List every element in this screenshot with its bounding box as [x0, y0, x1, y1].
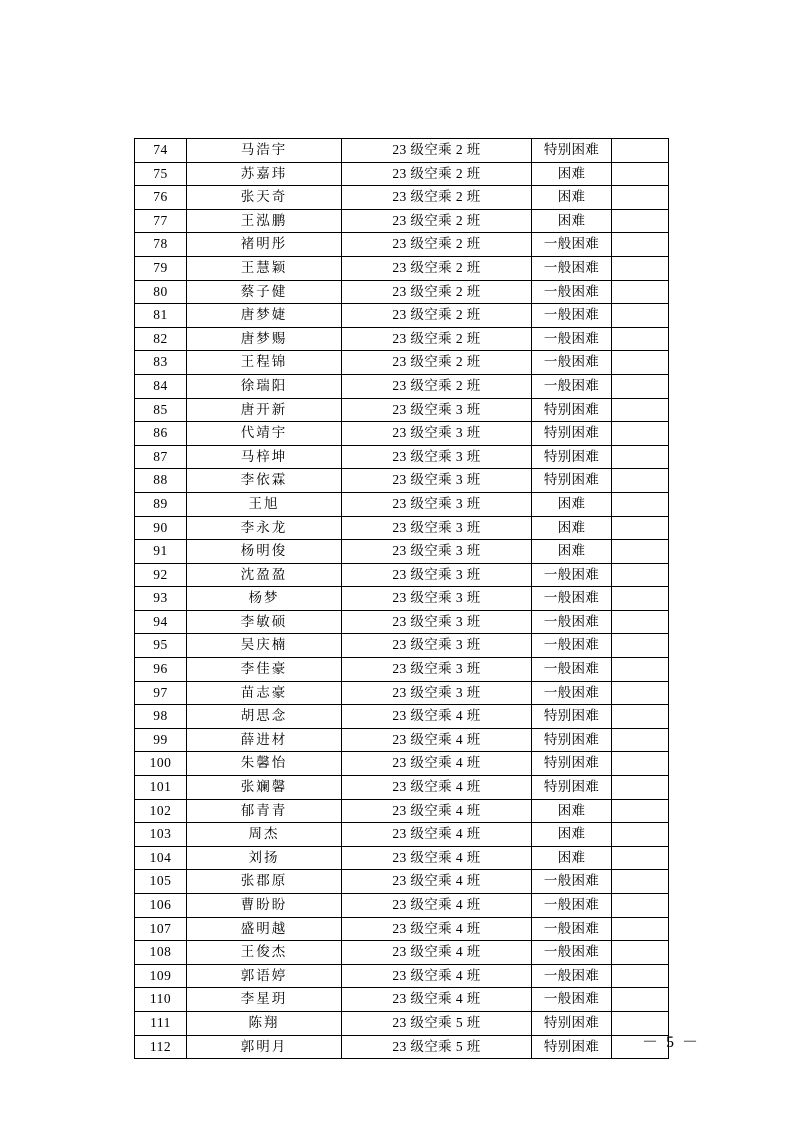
cell-remark	[612, 705, 669, 729]
cell-student-name: 曹盼盼	[187, 894, 342, 918]
cell-serial-number: 89	[135, 492, 187, 516]
cell-student-name: 褚明彤	[187, 233, 342, 257]
cell-class: 23 级空乘 3 班	[342, 610, 532, 634]
table-row	[135, 964, 669, 988]
cell-serial-number: 79	[135, 256, 187, 280]
cell-remark	[612, 917, 669, 941]
table-row	[135, 681, 669, 705]
cell-remark	[612, 988, 669, 1012]
cell-serial-number: 82	[135, 327, 187, 351]
cell-serial-number: 103	[135, 823, 187, 847]
cell-serial-number: 81	[135, 304, 187, 328]
table-row	[135, 941, 669, 965]
cell-difficulty-level: 特别困难	[532, 1011, 612, 1035]
cell-class: 23 级空乘 2 班	[342, 186, 532, 210]
cell-class: 23 级空乘 4 班	[342, 917, 532, 941]
cell-remark	[612, 870, 669, 894]
cell-student-name: 徐瑞阳	[187, 374, 342, 398]
cell-serial-number: 86	[135, 422, 187, 446]
cell-remark	[612, 327, 669, 351]
cell-remark	[612, 162, 669, 186]
cell-student-name: 李永龙	[187, 516, 342, 540]
cell-student-name: 代靖宇	[187, 422, 342, 446]
cell-serial-number: 108	[135, 941, 187, 965]
table-row	[135, 327, 669, 351]
cell-difficulty-level: 困难	[532, 516, 612, 540]
cell-student-name: 李星玥	[187, 988, 342, 1012]
table-row	[135, 304, 669, 328]
cell-student-name: 郭明月	[187, 1035, 342, 1059]
cell-serial-number: 75	[135, 162, 187, 186]
cell-serial-number: 83	[135, 351, 187, 375]
cell-difficulty-level: 一般困难	[532, 870, 612, 894]
cell-difficulty-level: 特别困难	[532, 422, 612, 446]
cell-difficulty-level: 困难	[532, 209, 612, 233]
table-row	[135, 634, 669, 658]
cell-difficulty-level: 一般困难	[532, 304, 612, 328]
cell-student-name: 马梓坤	[187, 445, 342, 469]
cell-serial-number: 88	[135, 469, 187, 493]
cell-class: 23 级空乘 2 班	[342, 280, 532, 304]
cell-student-name: 王慧颖	[187, 256, 342, 280]
cell-remark	[612, 634, 669, 658]
table-row	[135, 280, 669, 304]
cell-class: 23 级空乘 2 班	[342, 327, 532, 351]
table-row	[135, 469, 669, 493]
cell-serial-number: 100	[135, 752, 187, 776]
cell-class: 23 级空乘 2 班	[342, 351, 532, 375]
cell-serial-number: 101	[135, 776, 187, 800]
cell-serial-number: 99	[135, 728, 187, 752]
cell-class: 23 级空乘 2 班	[342, 209, 532, 233]
cell-remark	[612, 398, 669, 422]
cell-student-name: 薛进材	[187, 728, 342, 752]
cell-remark	[612, 516, 669, 540]
cell-serial-number: 78	[135, 233, 187, 257]
cell-difficulty-level: 一般困难	[532, 327, 612, 351]
cell-class: 23 级空乘 4 班	[342, 799, 532, 823]
cell-remark	[612, 894, 669, 918]
cell-class: 23 级空乘 2 班	[342, 162, 532, 186]
cell-class: 23 级空乘 3 班	[342, 469, 532, 493]
cell-class: 23 级空乘 2 班	[342, 256, 532, 280]
cell-student-name: 李敏硕	[187, 610, 342, 634]
cell-class: 23 级空乘 3 班	[342, 516, 532, 540]
cell-difficulty-level: 一般困难	[532, 563, 612, 587]
cell-serial-number: 77	[135, 209, 187, 233]
cell-class: 23 级空乘 5 班	[342, 1035, 532, 1059]
cell-class: 23 级空乘 3 班	[342, 634, 532, 658]
cell-difficulty-level: 一般困难	[532, 634, 612, 658]
cell-student-name: 张斓馨	[187, 776, 342, 800]
cell-serial-number: 96	[135, 658, 187, 682]
table-row	[135, 162, 669, 186]
cell-remark	[612, 233, 669, 257]
table-row	[135, 776, 669, 800]
cell-difficulty-level: 一般困难	[532, 894, 612, 918]
cell-difficulty-level: 困难	[532, 823, 612, 847]
table-row	[135, 351, 669, 375]
cell-student-name: 吴庆楠	[187, 634, 342, 658]
table-row	[135, 658, 669, 682]
cell-serial-number: 104	[135, 846, 187, 870]
cell-class: 23 级空乘 4 班	[342, 728, 532, 752]
cell-difficulty-level: 特别困难	[532, 139, 612, 163]
cell-serial-number: 80	[135, 280, 187, 304]
cell-serial-number: 98	[135, 705, 187, 729]
table-row	[135, 256, 669, 280]
cell-remark	[612, 351, 669, 375]
cell-remark	[612, 799, 669, 823]
cell-difficulty-level: 困难	[532, 540, 612, 564]
cell-remark	[612, 964, 669, 988]
cell-difficulty-level: 一般困难	[532, 658, 612, 682]
cell-class: 23 级空乘 3 班	[342, 398, 532, 422]
table-row	[135, 186, 669, 210]
cell-remark	[612, 422, 669, 446]
page-number: － 5 －	[641, 1034, 700, 1051]
cell-class: 23 级空乘 4 班	[342, 752, 532, 776]
cell-serial-number: 107	[135, 917, 187, 941]
cell-serial-number: 76	[135, 186, 187, 210]
table-row	[135, 398, 669, 422]
roster-table-container	[134, 138, 668, 1059]
cell-student-name: 李佳豪	[187, 658, 342, 682]
cell-student-name: 郁青青	[187, 799, 342, 823]
cell-difficulty-level: 困难	[532, 846, 612, 870]
cell-student-name: 郭语婷	[187, 964, 342, 988]
cell-class: 23 级空乘 3 班	[342, 563, 532, 587]
table-row	[135, 422, 669, 446]
cell-difficulty-level: 特别困难	[532, 776, 612, 800]
cell-student-name: 王程锦	[187, 351, 342, 375]
cell-remark	[612, 256, 669, 280]
cell-student-name: 杨梦	[187, 587, 342, 611]
cell-serial-number: 87	[135, 445, 187, 469]
cell-remark	[612, 728, 669, 752]
table-row	[135, 233, 669, 257]
cell-student-name: 李依霖	[187, 469, 342, 493]
cell-serial-number: 97	[135, 681, 187, 705]
cell-serial-number: 102	[135, 799, 187, 823]
cell-serial-number: 91	[135, 540, 187, 564]
cell-student-name: 苏嘉玮	[187, 162, 342, 186]
table-row	[135, 540, 669, 564]
table-row	[135, 917, 669, 941]
cell-difficulty-level: 一般困难	[532, 964, 612, 988]
cell-student-name: 刘扬	[187, 846, 342, 870]
cell-remark	[612, 186, 669, 210]
cell-difficulty-level: 一般困难	[532, 681, 612, 705]
cell-difficulty-level: 特别困难	[532, 398, 612, 422]
cell-student-name: 杨明俊	[187, 540, 342, 564]
cell-difficulty-level: 困难	[532, 799, 612, 823]
cell-student-name: 张郡原	[187, 870, 342, 894]
table-row	[135, 988, 669, 1012]
cell-class: 23 级空乘 3 班	[342, 681, 532, 705]
cell-class: 23 级空乘 4 班	[342, 870, 532, 894]
table-row	[135, 374, 669, 398]
cell-class: 23 级空乘 5 班	[342, 1011, 532, 1035]
cell-remark	[612, 209, 669, 233]
cell-difficulty-level: 一般困难	[532, 587, 612, 611]
cell-difficulty-level: 一般困难	[532, 256, 612, 280]
cell-remark	[612, 752, 669, 776]
table-row	[135, 823, 669, 847]
table-row	[135, 445, 669, 469]
cell-class: 23 级空乘 3 班	[342, 658, 532, 682]
cell-remark	[612, 139, 669, 163]
cell-student-name: 唐梦婕	[187, 304, 342, 328]
cell-student-name: 唐梦赐	[187, 327, 342, 351]
cell-class: 23 级空乘 3 班	[342, 587, 532, 611]
cell-serial-number: 109	[135, 964, 187, 988]
cell-difficulty-level: 困难	[532, 492, 612, 516]
cell-remark	[612, 681, 669, 705]
cell-class: 23 级空乘 4 班	[342, 846, 532, 870]
cell-serial-number: 110	[135, 988, 187, 1012]
cell-class: 23 级空乘 3 班	[342, 492, 532, 516]
table-row	[135, 705, 669, 729]
cell-remark	[612, 445, 669, 469]
cell-difficulty-level: 特别困难	[532, 469, 612, 493]
roster-table	[134, 138, 669, 1059]
cell-serial-number: 74	[135, 139, 187, 163]
table-row	[135, 587, 669, 611]
cell-serial-number: 85	[135, 398, 187, 422]
cell-remark	[612, 374, 669, 398]
table-row	[135, 846, 669, 870]
cell-remark	[612, 846, 669, 870]
cell-remark	[612, 658, 669, 682]
cell-serial-number: 106	[135, 894, 187, 918]
cell-remark	[612, 469, 669, 493]
cell-difficulty-level: 一般困难	[532, 610, 612, 634]
cell-difficulty-level: 特别困难	[532, 445, 612, 469]
cell-serial-number: 84	[135, 374, 187, 398]
cell-serial-number: 93	[135, 587, 187, 611]
cell-class: 23 级空乘 2 班	[342, 304, 532, 328]
cell-class: 23 级空乘 4 班	[342, 776, 532, 800]
table-row	[135, 610, 669, 634]
cell-student-name: 沈盈盈	[187, 563, 342, 587]
cell-student-name: 胡思念	[187, 705, 342, 729]
cell-difficulty-level: 特别困难	[532, 705, 612, 729]
cell-class: 23 级空乘 2 班	[342, 233, 532, 257]
cell-student-name: 陈翔	[187, 1011, 342, 1035]
cell-student-name: 苗志豪	[187, 681, 342, 705]
table-row	[135, 563, 669, 587]
cell-student-name: 王泓鹏	[187, 209, 342, 233]
cell-remark	[612, 492, 669, 516]
cell-difficulty-level: 一般困难	[532, 233, 612, 257]
cell-student-name: 王旭	[187, 492, 342, 516]
cell-remark	[612, 587, 669, 611]
cell-student-name: 张天奇	[187, 186, 342, 210]
cell-difficulty-level: 特别困难	[532, 1035, 612, 1059]
cell-remark	[612, 823, 669, 847]
cell-remark	[612, 280, 669, 304]
cell-serial-number: 90	[135, 516, 187, 540]
cell-serial-number: 112	[135, 1035, 187, 1059]
cell-difficulty-level: 一般困难	[532, 941, 612, 965]
table-row	[135, 799, 669, 823]
cell-difficulty-level: 特别困难	[532, 728, 612, 752]
cell-remark	[612, 540, 669, 564]
cell-remark	[612, 563, 669, 587]
cell-serial-number: 111	[135, 1011, 187, 1035]
table-row	[135, 728, 669, 752]
cell-difficulty-level: 一般困难	[532, 917, 612, 941]
table-row	[135, 139, 669, 163]
cell-class: 23 级空乘 4 班	[342, 988, 532, 1012]
cell-student-name: 周杰	[187, 823, 342, 847]
cell-serial-number: 92	[135, 563, 187, 587]
cell-class: 23 级空乘 4 班	[342, 941, 532, 965]
cell-student-name: 盛明越	[187, 917, 342, 941]
cell-class: 23 级空乘 2 班	[342, 374, 532, 398]
table-row	[135, 894, 669, 918]
table-row	[135, 516, 669, 540]
cell-class: 23 级空乘 2 班	[342, 139, 532, 163]
cell-difficulty-level: 困难	[532, 162, 612, 186]
cell-difficulty-level: 特别困难	[532, 752, 612, 776]
table-row	[135, 870, 669, 894]
cell-serial-number: 94	[135, 610, 187, 634]
cell-difficulty-level: 一般困难	[532, 988, 612, 1012]
cell-remark	[612, 776, 669, 800]
cell-difficulty-level: 一般困难	[532, 351, 612, 375]
cell-difficulty-level: 困难	[532, 186, 612, 210]
table-row	[135, 752, 669, 776]
cell-student-name: 唐开新	[187, 398, 342, 422]
table-row	[135, 209, 669, 233]
cell-class: 23 级空乘 3 班	[342, 445, 532, 469]
cell-serial-number: 95	[135, 634, 187, 658]
cell-class: 23 级空乘 4 班	[342, 894, 532, 918]
cell-class: 23 级空乘 4 班	[342, 823, 532, 847]
cell-class: 23 级空乘 3 班	[342, 422, 532, 446]
cell-remark	[612, 304, 669, 328]
cell-difficulty-level: 一般困难	[532, 280, 612, 304]
cell-class: 23 级空乘 3 班	[342, 540, 532, 564]
cell-student-name: 蔡子健	[187, 280, 342, 304]
cell-student-name: 王俊杰	[187, 941, 342, 965]
cell-difficulty-level: 一般困难	[532, 374, 612, 398]
cell-remark	[612, 610, 669, 634]
cell-serial-number: 105	[135, 870, 187, 894]
table-row	[135, 492, 669, 516]
cell-student-name: 朱馨怡	[187, 752, 342, 776]
cell-student-name: 马浩宇	[187, 139, 342, 163]
cell-class: 23 级空乘 4 班	[342, 964, 532, 988]
cell-class: 23 级空乘 4 班	[342, 705, 532, 729]
cell-remark	[612, 941, 669, 965]
